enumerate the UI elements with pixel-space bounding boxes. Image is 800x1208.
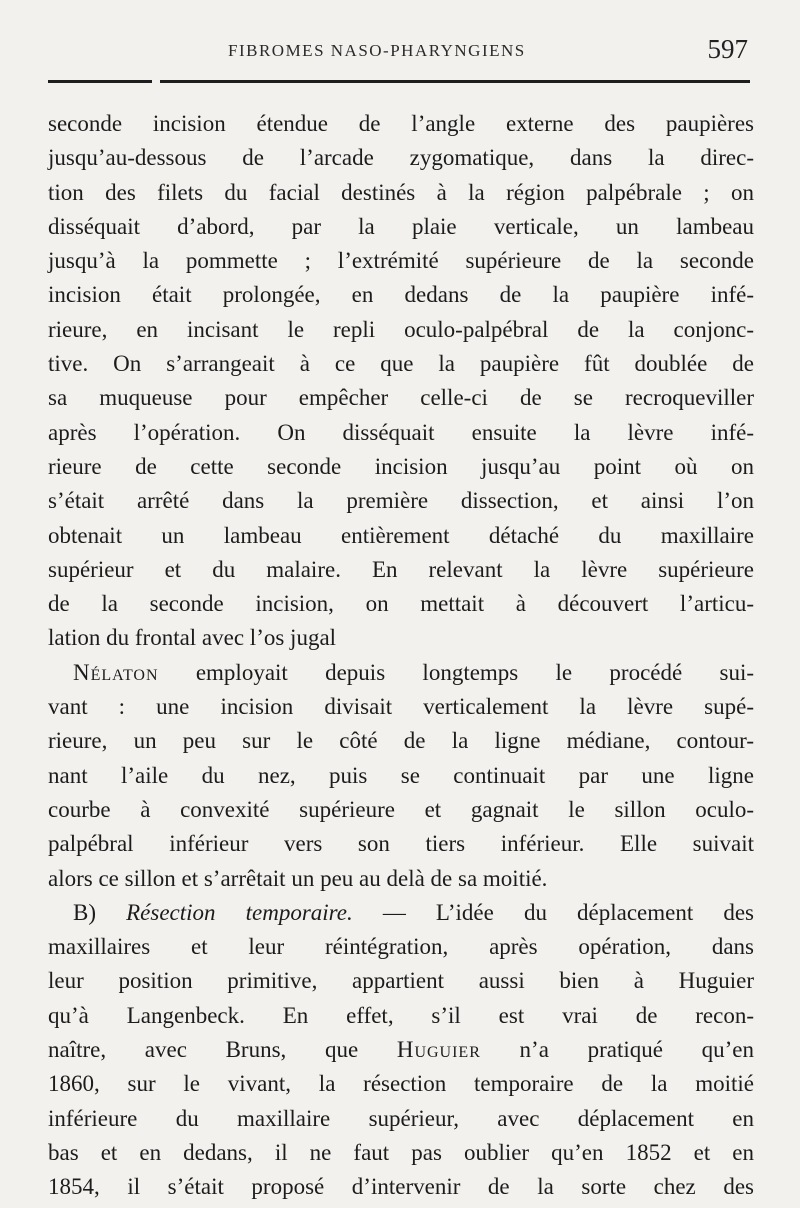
text-line: incision était prolongée, en dedans de la paupière infé-	[48, 282, 754, 308]
text-line: courbe à convexité supérieure et gagnait le sillon oculo-	[48, 796, 754, 822]
text-line: rieure de cette seconde incision jusqu’au point où on	[48, 453, 754, 479]
text-line: maxillaires et leur réintégration, après opération, dans	[48, 934, 754, 960]
text-line: 1854, il s’était proposé d’intervenir de la sorte chez des	[48, 1174, 754, 1200]
text-line: rieure, en incisant le repli oculo-palpébral de la conjonc-	[48, 316, 754, 342]
body-text	[48, 107, 754, 1205]
text-line: jusqu’au-dessous de l’arcade zygomatique, dans la direc-	[48, 145, 754, 171]
text-line: tive. On s’arrangeait à ce que la paupière fût doublée de	[48, 351, 754, 377]
text-line: qu’à Langenbeck. En effet, s’il est vrai de recon-	[48, 1002, 754, 1028]
text-line: rieure, un peu sur le côté de la ligne médiane, contour-	[48, 728, 754, 754]
text-line: nant l’aile du nez, puis se continuait par une ligne	[48, 762, 754, 788]
text-line: seconde incision étendue de l’angle externe des paupières	[48, 111, 754, 136]
text-line: inférieure du maxillaire supérieur, avec déplacement en	[48, 1105, 754, 1131]
text-run: n’a pratiqué qu’en	[480, 1037, 754, 1063]
author-name: Huguier	[396, 1037, 481, 1063]
text-line: 1860, sur le vivant, la résection temporaire de la moitié	[48, 1071, 754, 1097]
text-line: palpébral inférieur vers son tiers inférieur. Elle suivait	[48, 831, 754, 857]
text-line: sa muqueuse pour empêcher celle-ci de se recroqueviller	[48, 385, 754, 411]
section-title: Résection temporaire.	[126, 899, 353, 925]
author-name: Nélaton	[73, 659, 159, 685]
text-run: employait depuis longtemps le procédé sui-	[158, 659, 754, 685]
text-line: de la seconde incision, on mettait à découvert l’articu-	[48, 591, 754, 617]
text-line: supérieur et du malaire. En relevant la lèvre supérieure	[48, 556, 754, 582]
text-line: s’était arrêté dans la première dissection, et ainsi l’on	[48, 488, 754, 514]
header-rule-left	[48, 80, 152, 83]
running-header	[48, 34, 754, 66]
header-rule-right	[160, 80, 750, 83]
text-line: disséquait d’abord, par la plaie verticale, un lambeau	[48, 213, 754, 239]
running-title: FIBROMES NASO-PHARYNGIENS	[228, 41, 526, 60]
text-line: obtenait un lambeau entièrement détaché du maxillaire	[48, 522, 754, 548]
text-line: lation du frontal avec l’os jugal	[48, 625, 337, 651]
text-line: alors ce sillon et s’arrêtait un peu au delà de sa moitié.	[48, 865, 548, 891]
text-line: jusqu’à la pommette ; l’extrémité supérieure de la seconde	[48, 248, 754, 274]
text-line: bas et en dedans, il ne faut pas oublier qu’en 1852 et en	[48, 1139, 754, 1165]
text-line: tion des filets du facial destinés à la région palpébrale ; on	[48, 179, 754, 205]
text-run: naître, avec Bruns, que	[48, 1037, 397, 1063]
text-run: — L’idée du déplacement des	[352, 899, 755, 925]
text-line: leur position primitive, appartient aussi bien à Huguier	[48, 968, 754, 994]
text-line: après l’opération. On disséquait ensuite la lèvre infé-	[48, 419, 754, 445]
text-line	[48, 656, 754, 690]
text-line	[48, 896, 754, 930]
section-label: B)	[73, 899, 127, 925]
text-line	[48, 1033, 754, 1067]
text-line: vant : une incision divisait verticalement la lèvre supé-	[48, 694, 754, 720]
page-number: 597	[707, 34, 748, 64]
